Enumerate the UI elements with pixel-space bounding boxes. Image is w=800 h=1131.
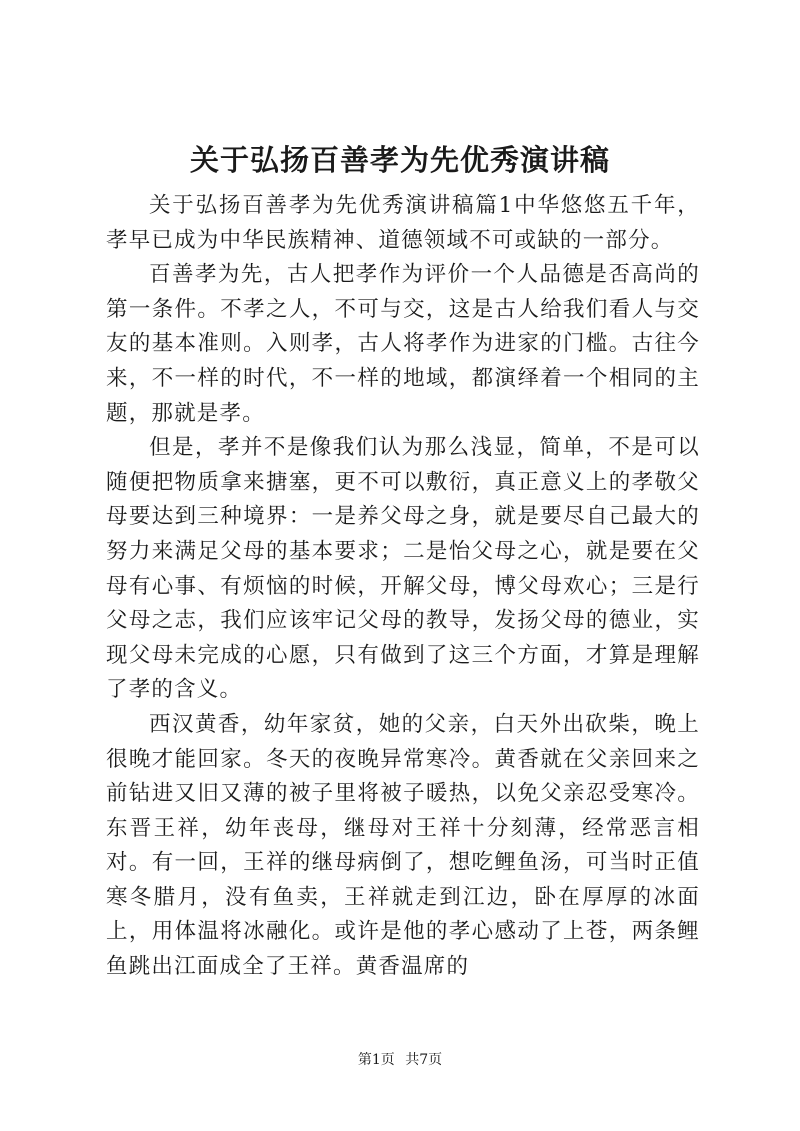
page-number: 第1页 [357, 1052, 395, 1068]
document-title: 关于弘扬百善孝为先优秀演讲稿 [189, 143, 610, 177]
paragraph: 但是，孝并不是像我们认为那么浅显，简单，不是可以随便把物质拿来搪塞，更不可以敷衍，真正意义上的孝敬父母要达到三种境界：一是养父母之身，就是要尽自己最大的努力来满足父母的基本要求；二是怡父母之心，就是要在父母有心事、有烦恼的时候，开解父母，博父母欢心；三是行父母之志，我们应该牢记父母的教导，发扬父母的德业，实现父母未完成的心愿，只有做到了这三个方面，才算是理解了孝的含义。 [106, 435, 700, 703]
paragraph: 西汉黄香，幼年家贫，她的父亲，白天外出砍柴，晚上很晚才能回家。冬天的夜晚异常寒冷。黄香就在父亲回来之前钻进又旧又薄的被子里将被子暖热，以免父亲忍受寒冷。东晋王祥，幼年丧母，继母对王祥十分刻薄，经常恶言相对。有一回，王祥的继母病倒了，想吃鲤鱼汤，可当时正值寒冬腊月，没有鱼卖，王祥就走到江边，卧在厚厚的冰面上，用体温将冰融化。或许是他的孝心感动了上苍，两条鲤鱼跳出江面成全了王祥。黄香温席的 [106, 711, 700, 980]
page-footer [0, 1050, 800, 1070]
paragraph: 百善孝为先，古人把孝作为评价一个人品德是否高尚的第一条件。不孝之人，不可与交，这是古人给我们看人与交友的基本准则。入则孝，古人将孝作为进家的门槛。古往今来，不一样的时代，不一样的地域，都演绎着一个相同的主题，那就是孝。 [106, 262, 700, 426]
page-total: 共7页 [405, 1052, 443, 1068]
paragraph: 关于弘扬百善孝为先优秀演讲稿篇1中华悠悠五千年，孝早已成为中华民族精神、道德领域不可或缺的一部分。 [106, 193, 700, 253]
document-body [106, 189, 700, 985]
